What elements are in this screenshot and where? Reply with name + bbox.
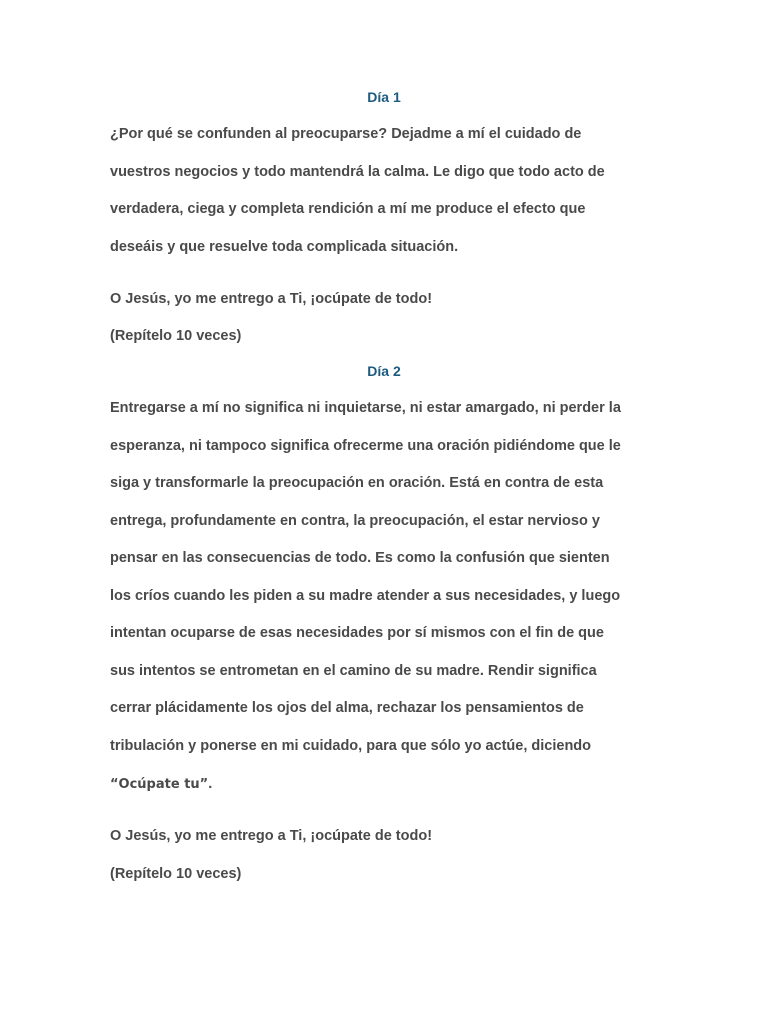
day-2-prayer: O Jesús, yo me entrego a Ti, ¡ocúpate de todo! bbox=[110, 828, 433, 844]
day-2-line-8: sus intentos se entrometan en el camino de su madre. Rendir significa bbox=[110, 663, 597, 679]
day-2-line-4: entrega, profundamente en contra, la preocupación, el estar nervioso y bbox=[110, 513, 600, 529]
day-2-line-6: los críos cuando les piden a su madre atender a sus necesidades, y luego bbox=[110, 588, 621, 604]
day-1-title: Día 1 bbox=[367, 89, 401, 105]
day-1-line-2: vuestros negocios y todo mantendrá la calma. Le digo que todo acto de bbox=[110, 164, 605, 180]
day-2-repeat-note: (Repítelo 10 veces) bbox=[110, 866, 242, 882]
final-period: . bbox=[208, 776, 213, 792]
day-2-line-10: tribulación y ponerse en mi cuidado, para que sólo yo actúe, diciendo bbox=[110, 738, 592, 754]
day-1-prayer: O Jesús, yo me entrego a Ti, ¡ocúpate de todo! bbox=[110, 291, 433, 307]
day-2-line-9: cerrar plácidamente los ojos del alma, rechazar los pensamientos de bbox=[110, 700, 584, 716]
day-2-line-11 bbox=[110, 775, 670, 794]
day-2-line-3: siga y transformarle la preocupación en oración. Está en contra de esta bbox=[110, 475, 604, 491]
day-2-title: Día 2 bbox=[367, 363, 401, 379]
day-1-repeat-note: (Repítelo 10 veces) bbox=[110, 328, 242, 344]
day-1-line-3: verdadera, ciega y completa rendición a mí me produce el efecto que bbox=[110, 201, 586, 217]
day-1-line-1: ¿Por qué se confunden al preocuparse? Dejadme a mí el cuidado de bbox=[110, 126, 582, 142]
day-2-line-1: Entregarse a mí no significa ni inquietarse, ni estar amargado, ni perder la bbox=[110, 400, 621, 416]
day-2-line-2: esperanza, ni tampoco significa ofrecerme una oración pidiéndome que le bbox=[110, 438, 621, 454]
day-2-line-5: pensar en las consecuencias de todo. Es como la confusión que sienten bbox=[110, 550, 610, 566]
day-1-line-4: deseáis y que resuelve toda complicada situación. bbox=[110, 239, 459, 255]
ocupate-tu-quote: “Ocúpate tu” bbox=[110, 777, 209, 792]
day-2-line-7: intentan ocuparse de esas necesidades por sí mismos con el fin de que bbox=[110, 625, 604, 641]
